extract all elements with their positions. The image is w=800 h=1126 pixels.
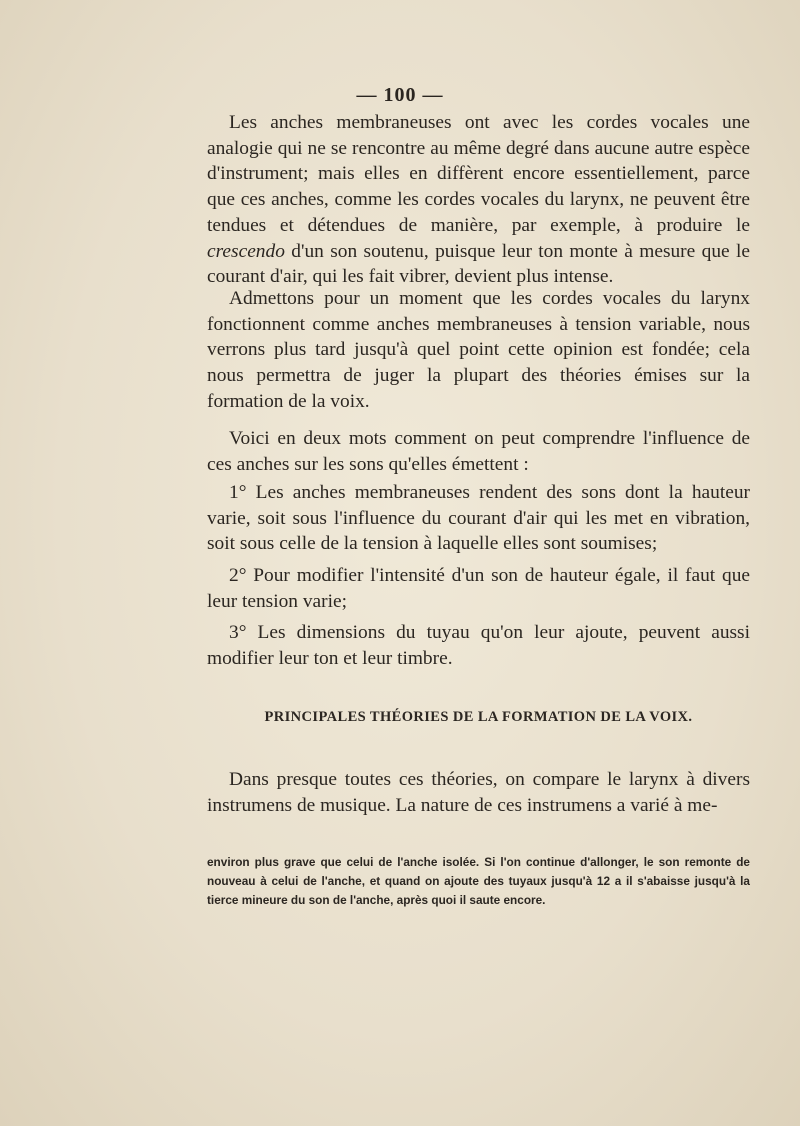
section-heading: PRINCIPALES THÉORIES DE LA FORMATION DE LA VOIX. [264,709,693,725]
paragraph-anches-membraneuses [207,110,750,290]
list-item-2: 2° Pour modifier l'intensité d'un son de hauteur égale, il faut que leur tension varie; [207,565,750,612]
italic-term: crescendo [207,240,285,262]
list-item-3: 3° Les dimensions du tuyau qu'on leur ajoute, peuvent aussi modifier leur ton et leur timbre. [207,622,750,669]
paragraph-text: d'un son soutenu, puisque leur ton monte à mesure que le courant d'air, qui les fait vibrer, devient plus intense. [207,240,750,288]
paragraph-admettons: Admettons pour un moment que les cordes vocales du larynx fonctionnent comme anches membraneuses à tension variable, nous verrons plus tard jusqu'à quel point cette opinion est fondée; cela nous permettra de juger la plupart des théories émises sur la formation de la voix. [207,288,750,412]
paragraph-voici: Voici en deux mots comment on peut comprendre l'influence de ces anches sur les sons qu'elles émettent : [207,428,750,475]
paragraph-text: Les anches membraneuses ont avec les cordes vocales une analogie qui ne se rencontre au même degré dans aucune autre espèce d'instrument; mais elles en diffèrent encore essentiellement, parce que ces anches, comme les cordes vocales du larynx, ne peuvent être tendues et détendues de manière, par exemple, à produire le [207,112,750,236]
footnote: environ plus grave que celui de l'anche isolée. Si l'on continue d'allonger, le son remonte de nouveau à celui de l'anche, et quand on ajoute des tuyaux jusqu'à 12 a il s'abaisse jusqu'à la tierce mineure du son de l'anche, après quoi il saute encore. [207,855,750,907]
page-number: — 100 — [356,84,444,106]
paragraph-dans-presque: Dans presque toutes ces théories, on compare le larynx à divers instrumens de musique. La nature de ces instrumens a varié à me- [207,769,750,816]
list-item-1: 1° Les anches membraneuses rendent des sons dont la hauteur varie, soit sous l'influence du courant d'air qui les met en vibration, soit sous celle de la tension à laquelle elles sont soumises; [207,482,750,555]
